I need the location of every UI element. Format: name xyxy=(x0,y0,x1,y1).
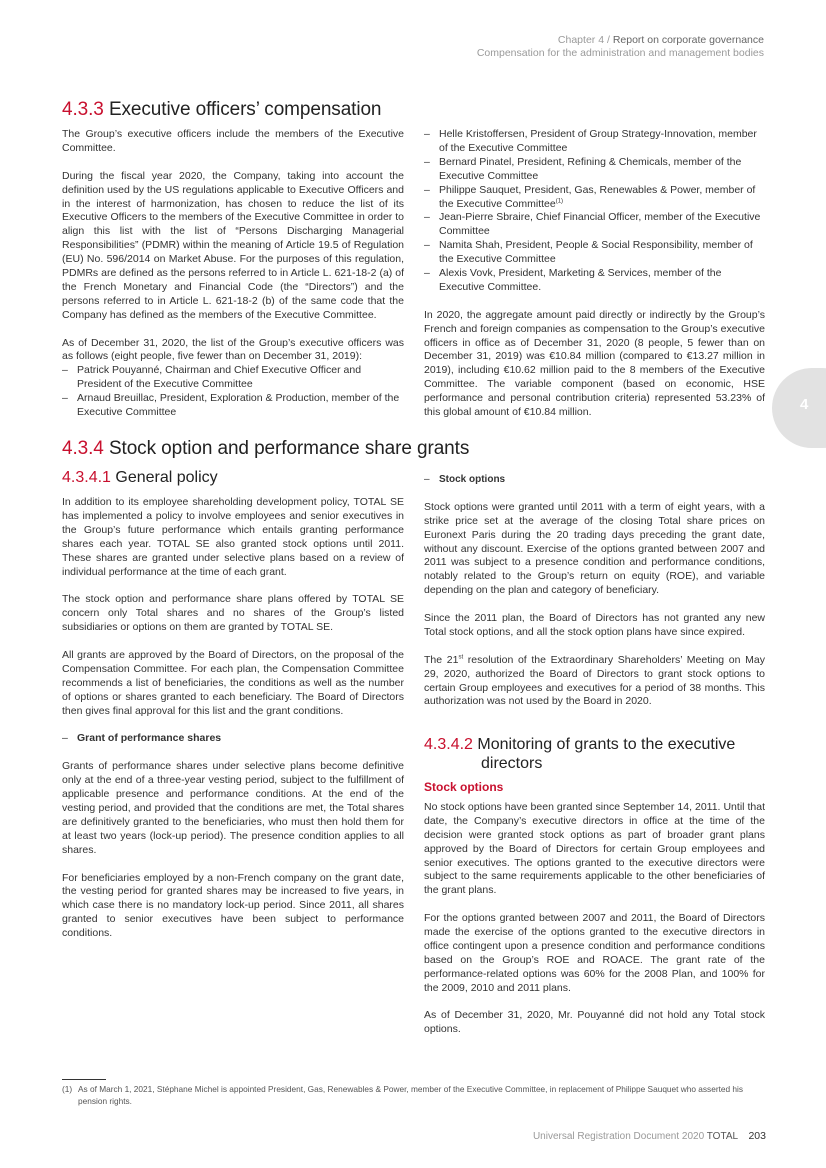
paragraph: As of December 31, 2020, the list of the Group’s executive officers was as follows (eight people, five fewer than on December 31, 2019): xyxy=(62,336,404,363)
paragraph: As of December 31, 2020, Mr. Pouyanné did not hold any Total stock options. xyxy=(424,1009,765,1036)
chapter-title: Report on corporate governance xyxy=(612,34,764,46)
section-label: Compensation for the administration and management bodies xyxy=(476,47,764,59)
paragraph: For beneficiaries employed by a non-French company on the grant date, the vesting period for granted shares may be increased to five years, in which case there is no mandatory lock-up period. Since 2011, all shares granted to senior executives have been subject to performance conditions. xyxy=(62,871,404,940)
footnote-text: As of March 1, 2021, Stéphane Michel is appointed President, Gas, Renewables & Power, member of the Executive Committee, in replacement of Philippe Sauquet who asserted his pension rights. xyxy=(78,1084,744,1106)
paragraph: All grants are approved by the Board of Directors, on the proposal of the Compensation Committee. For each plan, the Compensation Committee recommends a list of beneficiaries, the conditions as well as the number of options or shares granted to each beneficiary. The Board of Directors then gives final approval for this list and the grant conditions. xyxy=(62,648,404,717)
document-title: Universal Registration Document 2020 xyxy=(532,1131,705,1142)
heading-text-cont: directors xyxy=(481,755,543,772)
heading-4-3-4-2 xyxy=(424,735,769,773)
paragraph: Since the 2011 plan, the Board of Directors has not granted any new Total stock options, and all the stock option plans have since expired. xyxy=(424,612,765,638)
heading-4-3-4-1 xyxy=(62,468,218,487)
paragraph: The Group’s executive officers include the members of the Executive Committee. xyxy=(62,128,404,154)
paragraph: No stock options have been granted since September 14, 2011. Until that date, the Company’s executive directors in office at the time of the decision were granted stock options as part of broader grant plans approved by the Board of Directors for certain Group employees and senior executives. The options granted to the executive directors were subject to the same requirements applicable to the other beneficiaries of the grant plans. xyxy=(424,800,765,897)
list-item: – Jean-Pierre Sbraire, Chief Financial Officer, member of the Executive Committee xyxy=(424,211,765,239)
s433-left-column xyxy=(62,128,404,434)
list-item: – Namita Shah, President, People & Social Responsibility, member of the Executive Committee xyxy=(424,239,765,267)
footnote-divider xyxy=(62,1079,106,1080)
paragraph: The 21st resolution of the Extraordinary Shareholders’ Meeting on May 29, 2020, authorized the Board of Directors to grant stock options to certain Group employees and executives for a period of 38 months. This authorization was not used by the Board in 2020. xyxy=(424,653,765,708)
heading-text: Stock option and performance share grants xyxy=(108,438,470,459)
paragraph: In 2020, the aggregate amount paid directly or indirectly by the Group’s French and foreign companies as compensation to the Group’s executive officers in office as of December 31, 2020 (8 people, 5 fewer than on December 31, 2019) was €10.84 million (compared to €13.27 million in 2019), including €10.62 million paid to the 8 members of the Executive Committee. The variable component (based on economic, HSE performance and personal contribution criteria) represented 53.23% of this global amount of €10.84 million. xyxy=(424,308,765,419)
list-item: – Helle Kristoffersen, President of Group Strategy-Innovation, member of the Executive Committee xyxy=(424,128,765,156)
heading-number: 4.3.4.1 xyxy=(62,469,111,486)
list-item: – Arnaud Breuillac, President, Exploration & Production, member of the Executive Committee xyxy=(62,392,404,420)
footnote-marker: (1) xyxy=(62,1084,73,1094)
footnote-ref[interactable]: (1) xyxy=(555,198,564,205)
s4342-column xyxy=(424,781,765,1051)
heading-number: 4.3.4.2 xyxy=(424,736,473,753)
chapter-label: Chapter 4 xyxy=(557,34,605,46)
paragraph: Stock options were granted until 2011 with a term of eight years, with a strike price set at the average of the closing Total share prices on Euronext Paris during the 20 trading days preceding the grant date, without any discount. Exercise of the options granted between 2007 and 2011 was subject to a presence condition and performance conditions, notably related to the Group’s return on equity (ROE), and variable depending on the plan and category of beneficiary. xyxy=(424,500,765,597)
paragraph: The stock option and performance share plans offered by TOTAL SE concern only Total shares and no shares of the Group’s listed subsidiaries or options on them are granted by TOTAL SE. xyxy=(62,593,404,634)
list-item: – Patrick Pouyanné, Chairman and Chief Executive Officer and President of the Executive Committee xyxy=(62,364,404,392)
s434-right-column xyxy=(424,473,765,723)
heading-text: General policy xyxy=(115,469,218,486)
paragraph: For the options granted between 2007 and 2011, the Board of Directors made the exercise of the options granted to the executive directors in office contingent upon a presence condition and performance conditions based on the Group’s ROE and ROACE. The grant rate of the performance-related options was 60% for the 2008 Plan, and 100% for the 2009, 2010 and 2011 plans. xyxy=(424,912,765,994)
list-item: – Bernard Pinatel, President, Refining & Chemicals, member of the Executive Committee xyxy=(424,156,765,184)
heading-number: 4.3.3 xyxy=(62,99,104,120)
chapter-tab[interactable] xyxy=(772,368,826,448)
list-item: – Philippe Sauquet, President, Gas, Renewables & Power, member of the Executive Committee$^{(1)}$ xyxy=(424,184,765,212)
paragraph: In addition to its employee shareholding development policy, TOTAL SE has implemented a policy to involve employees and senior executives in the Group’s future performance which entails granting performance shares each year. TOTAL SE also granted stock options until 2011. These shares are granted under selective plans based on a review of individual performance at the time of each grant. xyxy=(62,496,404,578)
s433-right-column xyxy=(424,128,765,434)
page-number: 203 xyxy=(748,1130,766,1142)
heading-text: Executive officers’ compensation xyxy=(108,99,382,120)
running-header: Chapter 4 / Report on corporate governance Compensation for the administration and management bodies xyxy=(476,34,764,59)
list-item: – Alexis Vovk, President, Marketing & Services, member of the Executive Committee. xyxy=(424,267,765,295)
heading-text: Monitoring of grants to the executive xyxy=(477,736,736,753)
executive-list xyxy=(62,364,404,420)
subheading-performance-shares: – Grant of performance shares xyxy=(62,732,404,746)
footnote xyxy=(62,1084,767,1107)
paragraph: During the fiscal year 2020, the Company, taking into account the definition used by the US regulations applicable to Executive Officers and in the interest of harmonization, has chosen to reduce the list of its Executive Officers to the members of the Executive Committee in order to align this list with the list of “Persons Discharging Managerial Responsibilities” (PDMR) within the meaning of Article 19.5 of Regulation (EU) No. 596/2014 on Market Abuse. For the purposes of this regulation, PDMRs are defined as the persons referred to in Article L. 621-18-2 (a) of the French Monetary and Financial Code (the “Directors”) and the persons referred to in Article L. 621-18-2 (b) of the same code that the Company has defined as the members of the Executive Committee. xyxy=(62,169,404,321)
subheading-stock-options: – Stock options xyxy=(424,473,765,487)
heading-4-3-3 xyxy=(62,99,381,121)
s434-left-column xyxy=(62,496,404,955)
executive-list-continued xyxy=(424,128,765,295)
heading-4-3-4 xyxy=(62,438,469,460)
paragraph: Grants of performance shares under selective plans become definitive only at the end of a three-year vesting period, subject to the fulfillment of applicable presence and performance conditions. At the end of the vesting period, and provided that the conditions are met, the Total shares are definitively granted to the beneficiaries, who must then hold them for at least two years (lock-up period). The presence condition applies to all shares. xyxy=(62,760,404,856)
chapter-tab-number: 4 xyxy=(800,396,809,413)
brand-name: TOTAL xyxy=(706,1131,738,1142)
subheading-stock-options-red: Stock options xyxy=(424,780,504,794)
page-footer xyxy=(533,1130,766,1142)
heading-number: 4.3.4 xyxy=(62,438,104,459)
